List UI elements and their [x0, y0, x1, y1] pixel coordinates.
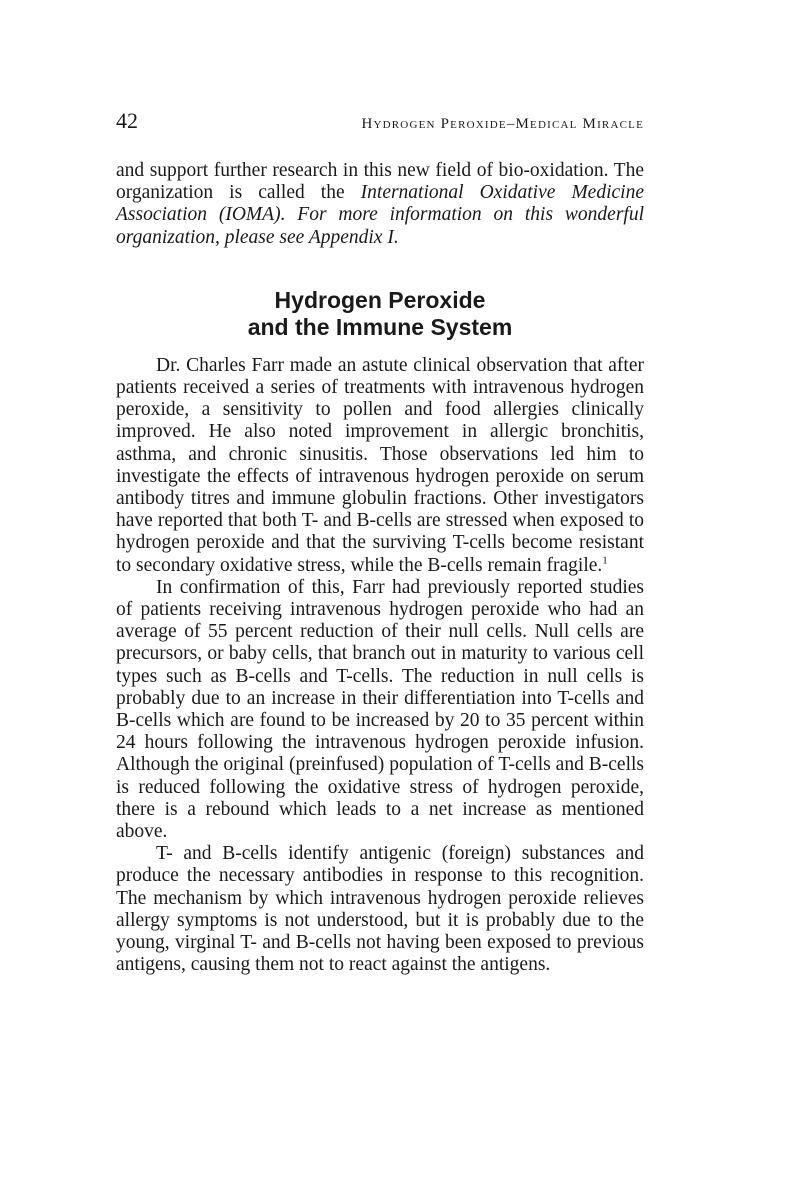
body-paragraph-3: T- and B-cells identify antigenic (foreign) substances and produce the necessary antibodies in response to this recognition. The mechanism by which intravenous hydrogen peroxide relieves allergy symptoms is not understood, but it is probably due to the young, virginal T- and B-cells not having been exposed to previous antigens, causing them not to react against the antigens.	[116, 843, 644, 976]
intro-paragraph	[116, 160, 644, 249]
section-heading	[116, 287, 644, 341]
running-header	[116, 108, 644, 138]
paragraph-1-text: Dr. Charles Farr made an astute clinical observation that after patients received a series of treatments with intravenous hydrogen peroxide, a sensitivity to pollen and food allergies clinically improved. He also noted improvement in allergic bronchitis, asthma, and chronic sinusitis. Those observations led him to investigate the effects of intravenous hydrogen peroxide on serum antibody titres and immune globulin fractions. Other investigators have reported that both T- and B-cells are stressed when exposed to hydrogen peroxide and that the surviving T-cells become resistant to secondary oxidative stress, while the B-cells remain fragile.	[116, 354, 644, 576]
running-title: Hydrogen Peroxide–Medical Miracle	[361, 116, 644, 132]
intro-text: and support further research in this new field of bio-oxidation. The organization is called the	[116, 160, 644, 204]
body-paragraph-2: In confirmation of this, Farr had previously reported studies of patients receiving intravenous hydrogen peroxide who had an average of 55 percent reduction of their null cells. Null cells are precursors, or baby cells, that branch out in maturity to various cell types such as B-cells and T-cells. The reduction in null cells is probably due to an increase in their differentiation into T-cells and B-cells which are found to be increased by 20 to 35 percent within 24 hours following the intravenous hydrogen peroxide infusion. Although the original (preinfused) population of T-cells and B-cells is reduced following the oxidative stress of hydrogen peroxide, there is a rebound which leads to a net increase as mentioned above.	[116, 576, 644, 843]
footnote-marker: 1	[602, 554, 608, 567]
section-heading-line-1: Hydrogen Peroxide	[274, 286, 486, 313]
intro-italic-text: International Oxidative Medicine Association (IOMA). For more information on this wonderful organization, please see Appendix I.	[116, 182, 644, 248]
page-number: 42	[116, 108, 138, 133]
body-paragraph-1	[116, 355, 644, 577]
section-heading-line-2: and the Immune System	[247, 313, 513, 340]
book-page	[116, 108, 644, 977]
